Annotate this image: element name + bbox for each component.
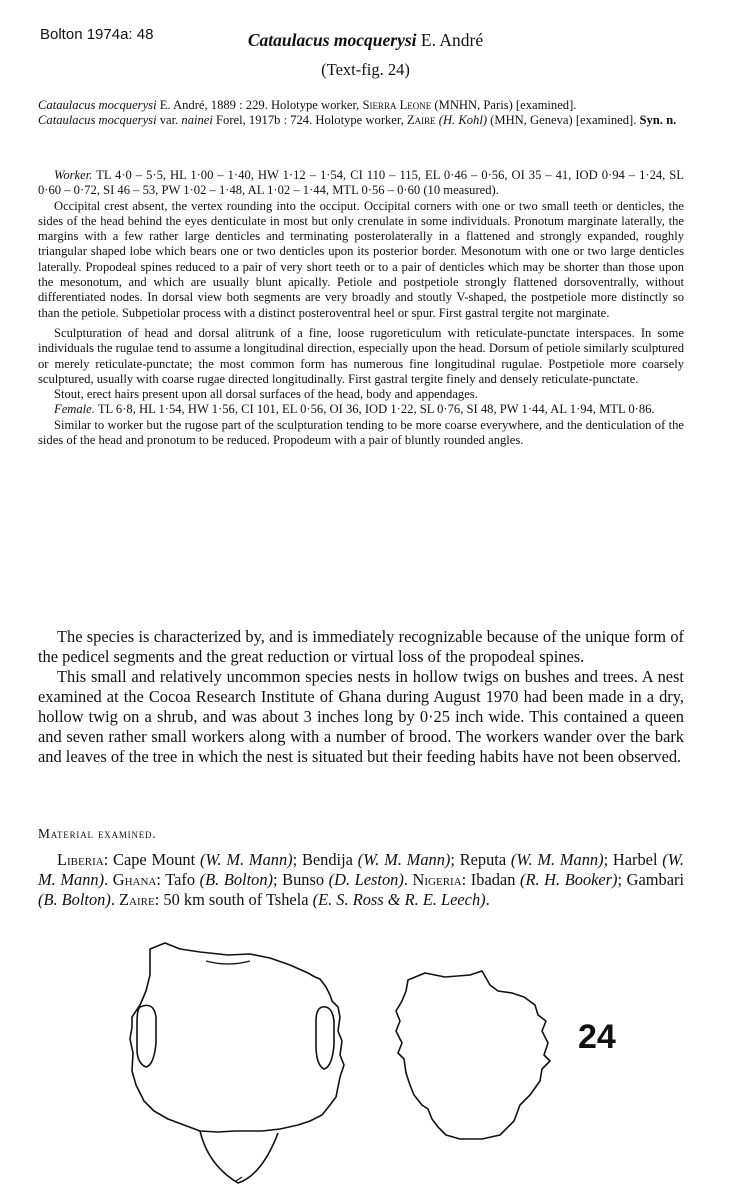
citation-tail: (MNHN, Paris) [examined]. [431, 98, 577, 112]
locality-text: ; Bunso [273, 870, 329, 889]
locality-text: . [485, 890, 490, 909]
material-list [38, 850, 684, 910]
worker-section [38, 168, 684, 448]
mandibles [200, 1131, 278, 1183]
right-eye [316, 1007, 334, 1069]
locality-text: . [104, 870, 113, 889]
discussion-block [38, 627, 684, 767]
locality-text: : Tafo [156, 870, 200, 889]
discussion-paragraph: The species is characterized by, and is immediately recognizable because of the unique form of the pedicel segments and the great reduction or virtual loss of the propodeal spines. [38, 627, 684, 666]
worker-sculpture: Sculpturation of head and dorsal alitrunk of a fine, loose rugoreticulum with reticulate-punctate interspaces. In some individuals the rugulae tend to assume a longitudinal direction, especially upon the head. Dorsum of petiole similarly sculptured or merely reticulate-punctate; the most common form has numerous fine longitudinal rugulae. Postpetiole more coarsely sculptured, usually with coarse rugae directed longitudinally. First gastral tergite finely and densely reticulate-punctate. [38, 325, 684, 386]
locality-text: ; Reputa [450, 850, 511, 869]
taxon-name: Cataulacus mocquerysi [38, 113, 157, 128]
locality-text: ; Harbel [603, 850, 663, 869]
taxon-name: Cataulacus mocquerysi [38, 98, 157, 112]
figure-drawing [110, 935, 570, 1185]
citation-text: E. André, 1889 : 229. Holotype worker, [156, 98, 363, 112]
variety-name: nainei [181, 113, 213, 128]
locality-text: ; Bendija [292, 850, 358, 869]
material-block [38, 850, 684, 910]
citation-text: Forel, 1917b : 724. Holotype worker, [212, 113, 407, 128]
clypeus-line [206, 961, 250, 964]
country: Zaire [119, 890, 155, 909]
discussion-paragraph: This small and relatively uncommon species nests in hollow twigs on bushes and trees. A nest examined at the Cocoa Research Institute of Ghana during August 1970 had been made in a dry, hollow twig on a shrub, and was about 3 inches long by 0·25 inch wide. This contained a queen and seven rather small workers along with a number of brood. The workers wander over the bark and leaves of the tree in which the nest is situated but their feeding habits have not been observed. [38, 667, 684, 766]
citation-text: var. [156, 113, 182, 128]
locality-text: : Ibadan [461, 870, 520, 889]
locality: Sierra Leone [362, 98, 432, 112]
collector: (R. H. Booker) [520, 870, 618, 889]
worker-measurements [38, 168, 684, 199]
collector: (W. M. Mann) [38, 850, 684, 889]
locality-text: . [403, 870, 413, 889]
female-description: Similar to worker but the rugose part of the sculpturation tending to be more coarse everywhere, and the denticulation of the sides of the head and pronotum to be reduced. Propodeum with a pair of bluntly rounded angles. [38, 417, 684, 448]
left-eye [137, 1005, 156, 1067]
locality: Zaire [406, 113, 436, 128]
measurements-text: TL 4·0 – 5·5, HL 1·00 – 1·40, HW 1·12 – 1·54, CI 110 – 115, EL 0·46 – 0·56, OI 35 – 41, IOD 0·94 – 1·24, SL 0·60 – 0·72, SI 46 – 53, PW 1·02 – 1·48, AL 1·02 – 1·44, MTL 0·56 – 0·60 (10 measured). [38, 168, 684, 198]
species-author: E. André [416, 30, 484, 50]
collector: (W. M. Mann) [199, 850, 293, 869]
worker-description: Occipital crest absent, the vertex rounding into the occiput. Occipital corners with one or two small teeth or denticles, the sides of the head behind the eyes denticulate in most but only crenulate in some individuals. Pronotum marginate laterally, the margins with a few rather large denticles and terminating posterolaterally in a flattened and strongly expanded, roughly triangular shaped lobe which bears one or two denticles upon its posterior border. Mesonotum with one or two large denticles laterally. Propodeal spines reduced to a pair of very short teeth or to a pair of denticles which may be shorter than those upon the mesonotum, and which are usually blunt apically. Petiole and postpetiole strongly flattened dorsoventrally, without differentiated nodes. In dorsal view both segments are very broadly and stoutly V-shaped, the postpetiole more distinctly so than the petiole. Subpetiolar process with a distinct posteroventral heel or spur. First gastral tergite not marginate. [38, 198, 684, 320]
collector: (W. M. Mann) [357, 850, 451, 869]
source-citation: Bolton 1974a: 48 [40, 26, 154, 43]
figure-reference: (Text-fig. 24) [321, 60, 410, 79]
species-name: Cataulacus mocquerysi [247, 30, 417, 50]
collector: (E. S. Ross & R. E. Leech) [312, 890, 486, 909]
worker-hairs: Stout, erect hairs present upon all dorsal surfaces of the head, body and appendages. [54, 387, 478, 402]
figure-number: 24 [578, 1018, 616, 1056]
female-measurements [38, 402, 684, 417]
caste-label: Worker. [54, 168, 93, 182]
collector: (B. Bolton) [199, 870, 273, 889]
locality-text: : Cape Mount [103, 850, 200, 869]
caste-label: Female. [54, 402, 95, 417]
country: Nigeria [412, 870, 462, 889]
head-outline [130, 943, 344, 1132]
citation-text: (MHN, Geneva) [examined]. [487, 113, 640, 128]
collector: (D. Leston) [328, 870, 404, 889]
collector: (B. Bolton) [38, 890, 111, 909]
synonymy-block [38, 98, 684, 129]
locality-text: : 50 km south of Tshela [154, 890, 313, 909]
synonymy-entry [38, 98, 684, 113]
species-title [0, 30, 731, 51]
country: Ghana [112, 870, 157, 889]
alitrunk-outline [396, 971, 550, 1139]
material-heading: Material examined. [38, 826, 157, 841]
country: Liberia [57, 850, 104, 869]
synonym-status: Syn. n. [639, 113, 677, 128]
synonymy-entry [38, 113, 684, 128]
collector: (H. Kohl) [438, 113, 488, 128]
measurements-text: TL 6·8, HL 1·54, HW 1·56, CI 101, EL 0·56, OI 36, IOD 1·22, SL 0·76, SI 48, PW 1·44, AL 1·94, MTL 0·86. [94, 402, 655, 417]
mandible-tip [236, 1177, 242, 1181]
locality-text: . [110, 890, 120, 909]
locality-text: ; Gambari [617, 870, 684, 889]
collector: (W. M. Mann) [510, 850, 604, 869]
